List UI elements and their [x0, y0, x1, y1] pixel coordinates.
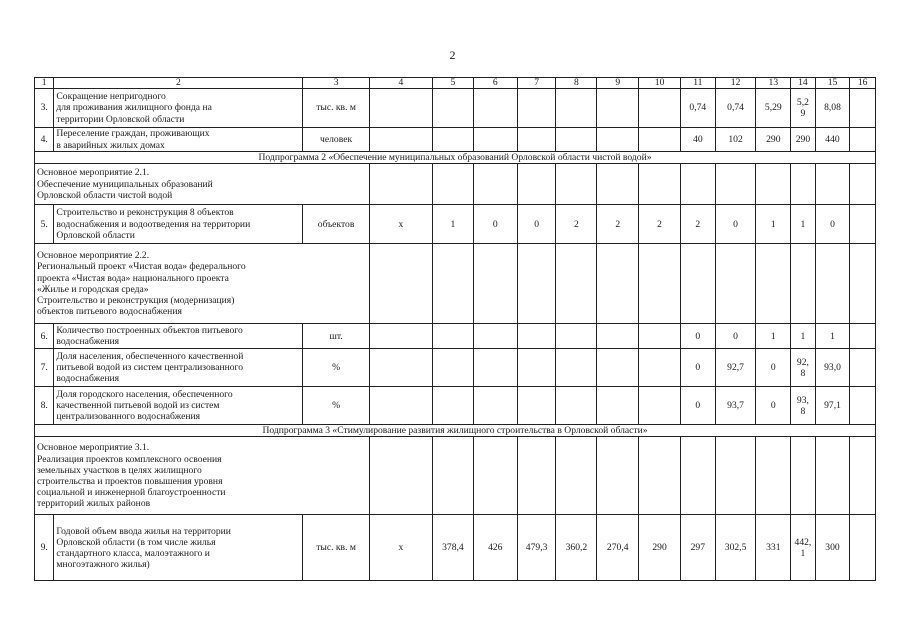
- measure-line: строительства и проектов повышения уровня: [37, 475, 223, 487]
- column-header: 13: [756, 78, 791, 89]
- value-cell: [597, 349, 639, 387]
- value-text: 93,: [796, 394, 809, 406]
- unit-cell: тыс. кв. м: [303, 515, 369, 581]
- measure-line: Основное мероприятие 2.2.: [37, 250, 150, 262]
- page-number: 2: [449, 48, 456, 62]
- value-cell: [850, 205, 876, 244]
- column-header: 12: [715, 78, 756, 89]
- value-cell: [473, 324, 517, 349]
- empty-cell: [369, 164, 432, 205]
- indicator-name-line: Доля городского населения, обеспеченного: [56, 388, 233, 400]
- empty-cell: [517, 244, 556, 324]
- value-text: 302,5: [724, 542, 747, 554]
- value-cell: [850, 128, 876, 152]
- table-row: [35, 89, 876, 128]
- value-cell: [850, 515, 876, 581]
- empty-cell: [369, 244, 432, 324]
- value-text: 1: [450, 218, 456, 230]
- indicator-name: [54, 205, 303, 244]
- measure-line: Основное мероприятие 3.1.: [37, 442, 150, 454]
- subprogram-row: [35, 152, 876, 164]
- value-text: 0: [695, 330, 701, 342]
- empty-cell: [715, 244, 756, 324]
- column-header: 1: [35, 78, 54, 89]
- value-text: 97,1: [824, 400, 841, 412]
- column-header: 15: [815, 78, 850, 89]
- empty-cell: [556, 437, 597, 515]
- value-cell: [433, 128, 474, 152]
- value-text: 0: [830, 218, 835, 230]
- indicator-name: [54, 89, 303, 128]
- value-cell: [517, 89, 556, 128]
- unit-cell: шт.: [303, 324, 369, 349]
- value-text: 93,7: [727, 400, 744, 412]
- value-cell: [715, 324, 756, 349]
- value-cell: [791, 324, 815, 349]
- value-cell: [680, 349, 715, 387]
- measure-line: земельных участков в целях жилищного: [37, 464, 202, 476]
- value-cell: [715, 128, 756, 152]
- indicator-name-line: Орловской области: [56, 229, 135, 241]
- column-header: 5: [433, 78, 474, 89]
- indicator-name-line: Орловской области (в том числе жилья: [56, 536, 216, 548]
- value-cell: [433, 205, 474, 244]
- value-cell: [639, 349, 681, 387]
- value-text: 1: [830, 330, 835, 342]
- value-text: 0: [770, 362, 776, 374]
- value-cell: [639, 515, 681, 581]
- unit-cell: %: [303, 387, 369, 425]
- value-cell: [756, 89, 791, 128]
- indicator-name-line: качественной питьевой водой из систем: [56, 400, 220, 412]
- value-text: 2: [573, 218, 579, 230]
- value-cell: [597, 128, 639, 152]
- indicator-name-line: территории Орловской области: [56, 113, 185, 125]
- column-header: 10: [639, 78, 681, 89]
- value-text: 5,29: [764, 102, 782, 114]
- value-text: 378,4: [442, 542, 464, 554]
- value-cell: [433, 324, 474, 349]
- row-number: 3.: [35, 89, 54, 128]
- measure-row: [35, 244, 876, 324]
- indicator-name-line: Сокращение непригодного: [56, 91, 166, 103]
- value-text: 93,0: [824, 362, 841, 374]
- value-cell: [597, 89, 639, 128]
- value-text: 8: [800, 367, 806, 379]
- value-cell: [850, 387, 876, 425]
- empty-cell: [473, 164, 517, 205]
- value-cell: [556, 387, 597, 425]
- value-cell: [680, 205, 715, 244]
- empty-cell: [639, 244, 681, 324]
- value-text: 1: [800, 218, 806, 230]
- value-text: 0: [733, 330, 738, 342]
- empty-cell: [850, 164, 876, 205]
- value-text: х: [398, 542, 404, 554]
- unit-cell: человек: [303, 128, 369, 152]
- indicator-name-line: централизованного водоснабжения: [56, 411, 201, 423]
- value-cell: [369, 128, 432, 152]
- value-text: 270,4: [606, 542, 629, 554]
- empty-cell: [433, 244, 474, 324]
- value-cell: [597, 515, 639, 581]
- value-text: 102: [728, 133, 743, 145]
- empty-cell: [517, 164, 556, 205]
- table-row: [35, 324, 876, 349]
- measure-title: [35, 244, 370, 324]
- value-text: 0: [770, 400, 776, 412]
- measure-line: Региональный проект «Чистая вода» федерального: [37, 261, 246, 273]
- indicator-name-line: в аварийных жилых домах: [56, 139, 165, 151]
- value-cell: [517, 515, 556, 581]
- value-cell: [815, 324, 850, 349]
- row-number: 9.: [35, 515, 54, 581]
- indicator-name: [54, 387, 303, 425]
- row-number: 6.: [35, 324, 54, 349]
- measure-line: «Жилье и городская среда»: [37, 283, 149, 295]
- value-cell: [369, 387, 432, 425]
- value-cell: [715, 515, 756, 581]
- row-number: 5.: [35, 205, 54, 244]
- value-cell: [473, 349, 517, 387]
- empty-cell: [639, 437, 681, 515]
- indicator-name: [54, 515, 303, 581]
- value-cell: [369, 349, 432, 387]
- value-cell: [850, 89, 876, 128]
- value-cell: [756, 205, 791, 244]
- value-text: 8,08: [824, 102, 841, 114]
- value-cell: [517, 128, 556, 152]
- measure-line: Основное мероприятие 2.1.: [37, 167, 150, 179]
- empty-cell: [791, 244, 815, 324]
- value-text: 2: [615, 218, 621, 230]
- value-cell: [639, 205, 681, 244]
- column-header: 3: [303, 78, 369, 89]
- row-number: 8.: [35, 387, 54, 425]
- value-text: 300: [825, 542, 840, 554]
- indicator-name-line: питьевой водой из систем централизованного: [56, 362, 244, 374]
- empty-cell: [756, 244, 791, 324]
- value-cell: [556, 324, 597, 349]
- table-row: [35, 128, 876, 152]
- value-cell: [473, 89, 517, 128]
- indicator-name-line: Доля населения, обеспеченного качественной: [56, 350, 244, 362]
- header-row: [35, 78, 876, 89]
- value-text: 290: [652, 542, 667, 554]
- value-cell: [815, 128, 850, 152]
- unit-cell: тыс. кв. м: [303, 89, 369, 128]
- indicator-name-line: Годовой объем ввода жилья на территории: [56, 525, 231, 537]
- indicator-name-line: Переселение граждан, проживающих: [56, 128, 210, 140]
- value-text: 2: [695, 218, 701, 230]
- empty-cell: [680, 244, 715, 324]
- empty-cell: [850, 244, 876, 324]
- value-text: 5,2: [796, 96, 809, 108]
- unit-cell: объектов: [303, 205, 369, 244]
- empty-cell: [556, 164, 597, 205]
- value-cell: [791, 349, 815, 387]
- empty-cell: [680, 164, 715, 205]
- value-text: 1: [800, 547, 806, 559]
- empty-cell: [473, 244, 517, 324]
- subprogram-row: [35, 425, 876, 437]
- column-header: 9: [597, 78, 639, 89]
- value-cell: [791, 128, 815, 152]
- row-number: 4.: [35, 128, 54, 152]
- empty-cell: [715, 164, 756, 205]
- value-cell: [597, 387, 639, 425]
- value-text: 1: [770, 218, 776, 230]
- value-cell: [680, 324, 715, 349]
- column-header: 11: [680, 78, 715, 89]
- value-cell: [556, 205, 597, 244]
- measure-row: [35, 437, 876, 515]
- value-cell: [369, 205, 432, 244]
- measure-line: объектов питьевого водоснабжения: [37, 306, 182, 318]
- value-text: 0: [492, 218, 498, 230]
- column-header: 6: [473, 78, 517, 89]
- indicator-name-line: Строительство и реконструкция 8 объектов: [56, 207, 234, 219]
- value-text: 0: [695, 400, 701, 412]
- value-cell: [556, 128, 597, 152]
- empty-cell: [597, 244, 639, 324]
- empty-cell: [433, 437, 474, 515]
- value-text: 1: [770, 330, 776, 342]
- value-text: 0: [733, 218, 738, 230]
- measure-line: Обеспечение муниципальных образований: [37, 178, 213, 190]
- value-cell: [756, 387, 791, 425]
- value-cell: [597, 324, 639, 349]
- indicator-name: [54, 349, 303, 387]
- value-cell: [517, 324, 556, 349]
- value-cell: [815, 349, 850, 387]
- value-cell: [556, 515, 597, 581]
- value-cell: [756, 324, 791, 349]
- value-text: 440: [825, 133, 840, 145]
- indicator-name-line: для проживания жилищного фонда на: [56, 102, 212, 114]
- value-cell: [473, 387, 517, 425]
- value-cell: [433, 387, 474, 425]
- empty-cell: [556, 244, 597, 324]
- value-text: 290: [766, 133, 781, 145]
- value-text: х: [398, 218, 404, 230]
- value-text: 0: [695, 362, 701, 374]
- column-header: 14: [791, 78, 815, 89]
- measure-line: Строительство и реконструкция (модернизация): [37, 294, 235, 306]
- empty-cell: [639, 164, 681, 205]
- value-cell: [715, 349, 756, 387]
- indicator-name: [54, 128, 303, 152]
- column-header: 7: [517, 78, 556, 89]
- value-text: 9: [800, 108, 806, 119]
- value-cell: [517, 205, 556, 244]
- column-header: 8: [556, 78, 597, 89]
- indicator-name-line: Количество построенных объектов питьевого: [56, 325, 243, 336]
- value-text: 290: [795, 133, 811, 145]
- value-text: 0: [534, 218, 539, 230]
- empty-cell: [517, 437, 556, 515]
- indicator-name-line: водоснабжения: [56, 373, 120, 385]
- value-text: 0,74: [727, 102, 744, 114]
- empty-cell: [369, 437, 432, 515]
- value-cell: [791, 205, 815, 244]
- value-text: 331: [766, 542, 781, 554]
- value-cell: [680, 89, 715, 128]
- value-text: 0,74: [689, 102, 707, 114]
- value-cell: [815, 387, 850, 425]
- value-cell: [680, 515, 715, 581]
- measure-title: [35, 164, 370, 205]
- value-cell: [715, 387, 756, 425]
- value-cell: [850, 349, 876, 387]
- value-cell: [556, 89, 597, 128]
- measure-line: Реализация проектов комплексного освоения: [37, 453, 222, 465]
- value-text: 297: [690, 542, 706, 554]
- value-cell: [815, 205, 850, 244]
- table-row: [35, 349, 876, 387]
- value-cell: [597, 205, 639, 244]
- subprogram-title: Подпрограмма 2 «Обеспечение муниципальных образований Орловской области чистой водой»: [35, 152, 876, 164]
- column-header: 2: [54, 78, 303, 89]
- value-text: 426: [488, 542, 503, 554]
- value-cell: [639, 324, 681, 349]
- indicator-name: [54, 324, 303, 349]
- value-cell: [756, 515, 791, 581]
- empty-cell: [791, 164, 815, 205]
- measure-line: Орловской области чистой водой: [37, 189, 173, 201]
- column-header: 16: [850, 78, 876, 89]
- empty-cell: [850, 437, 876, 515]
- table-row: [35, 205, 876, 244]
- table-row: [35, 387, 876, 425]
- value-cell: [473, 128, 517, 152]
- value-cell: [756, 128, 791, 152]
- value-cell: [791, 515, 815, 581]
- value-text: 360,2: [565, 542, 588, 554]
- value-cell: [639, 89, 681, 128]
- column-header: 4: [369, 78, 432, 89]
- value-cell: [791, 387, 815, 425]
- indicators-table: [34, 77, 876, 581]
- empty-cell: [473, 437, 517, 515]
- empty-cell: [433, 164, 474, 205]
- value-cell: [756, 349, 791, 387]
- empty-cell: [791, 437, 815, 515]
- measure-title: [35, 437, 370, 515]
- empty-cell: [597, 164, 639, 205]
- indicator-name-line: водоснабжения и водоотведения на территории: [56, 218, 251, 230]
- value-cell: [369, 324, 432, 349]
- measure-line: проекта «Чистая вода» национального проекта: [37, 272, 229, 284]
- value-cell: [639, 128, 681, 152]
- value-cell: [433, 349, 474, 387]
- value-cell: [473, 515, 517, 581]
- table-row: [35, 515, 876, 581]
- value-cell: [639, 387, 681, 425]
- value-text: 442,: [794, 536, 812, 548]
- row-number: 7.: [35, 349, 54, 387]
- empty-cell: [680, 437, 715, 515]
- value-cell: [850, 324, 876, 349]
- value-cell: [517, 387, 556, 425]
- measure-line: социальной и инженерной благоустроенности: [37, 487, 226, 499]
- empty-cell: [756, 164, 791, 205]
- indicator-name-line: стандартного класса, малоэтажного и: [56, 547, 210, 559]
- empty-cell: [756, 437, 791, 515]
- value-cell: [473, 205, 517, 244]
- value-cell: [815, 89, 850, 128]
- measure-row: [35, 164, 876, 205]
- indicator-name-line: многоэтажного жилья): [56, 559, 150, 571]
- empty-cell: [815, 437, 850, 515]
- value-text: 92,: [796, 356, 809, 368]
- value-cell: [369, 89, 432, 128]
- value-text: 92,7: [727, 362, 744, 374]
- value-cell: [680, 128, 715, 152]
- empty-cell: [815, 244, 850, 324]
- value-text: 1: [800, 330, 806, 342]
- value-cell: [715, 89, 756, 128]
- indicator-name-line: водоснабжения: [56, 336, 120, 348]
- value-text: 40: [693, 133, 703, 145]
- value-cell: [680, 387, 715, 425]
- value-cell: [433, 89, 474, 128]
- value-cell: [815, 515, 850, 581]
- measure-line: территорий жилых районов: [37, 498, 151, 510]
- value-text: 2: [657, 218, 662, 230]
- value-cell: [517, 349, 556, 387]
- empty-cell: [715, 437, 756, 515]
- value-cell: [556, 349, 597, 387]
- value-text: 479,3: [525, 542, 548, 554]
- value-text: 8: [800, 405, 806, 417]
- value-cell: [791, 89, 815, 128]
- value-cell: [369, 515, 432, 581]
- subprogram-title: Подпрограмма 3 «Стимулирование развития жилищного строительства в Орловской области»: [35, 425, 876, 437]
- value-cell: [715, 205, 756, 244]
- unit-cell: %: [303, 349, 369, 387]
- value-cell: [433, 515, 474, 581]
- empty-cell: [597, 437, 639, 515]
- empty-cell: [815, 164, 850, 205]
